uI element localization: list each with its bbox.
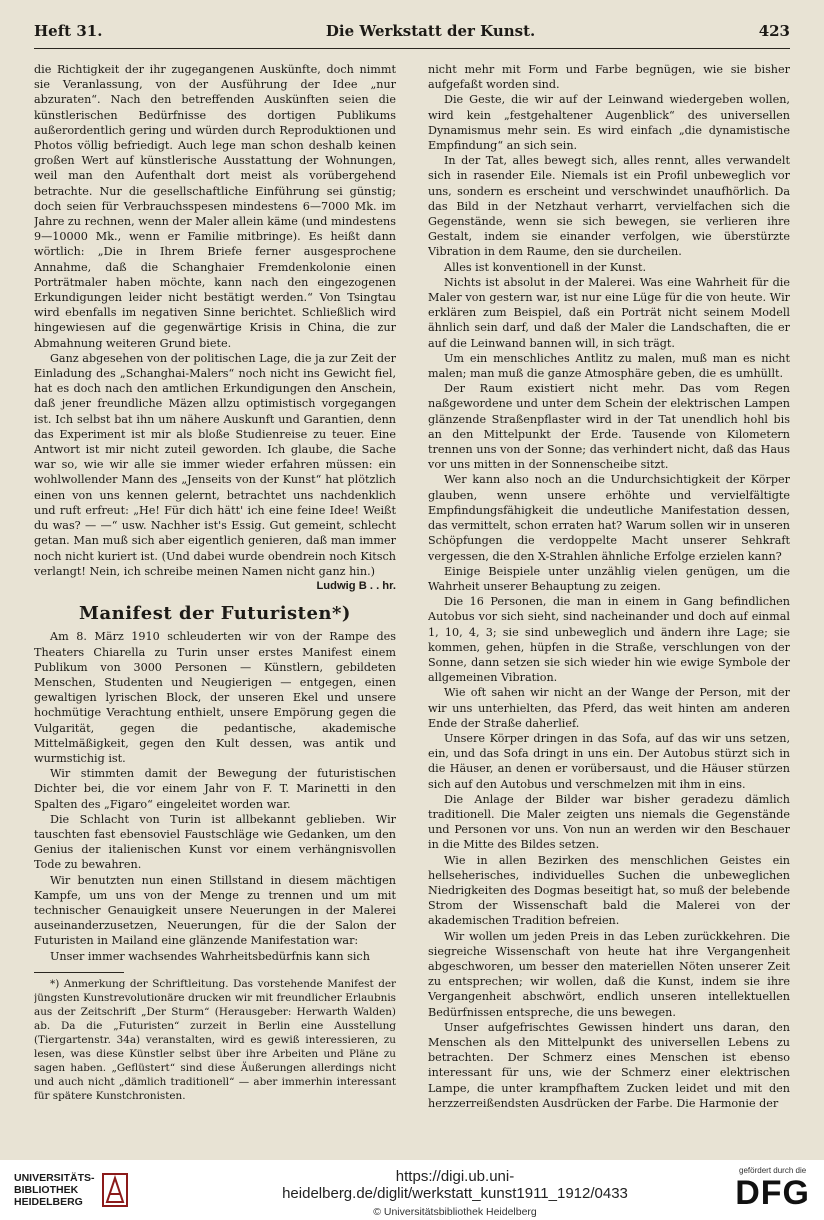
paragraph: Unsere Körper dringen in das Sofa, auf das wir uns setzen, ein, und das Sofa dringt in uns ein. Der Autobus stürzt sich in die Häuser, an denen er vorübersaust, und die Häuser stürzen sich auf den Autobus und verschmelzen mit ihm in eins. [428, 731, 790, 791]
dfg-logo: DFG [735, 1174, 810, 1212]
viewer-footer [0, 1160, 824, 1220]
paragraph: Der Raum existiert nicht mehr. Das vom Regen naßgewordene und unter dem Schein der elektrischen Lampen glänzende Straßenpflaster wird in der Tat unendlich hohl bis an den Mittelpunkt der Erde. Tausende von Kilometern trennen uns von der Sonne; das verhindert nicht, daß das Haus vor uns mitten in der Sonnenscheibe sitzt. [428, 382, 790, 472]
paragraph: Die 16 Personen, die man in einem in Gang befindlichen Autobus vor sich sieht, sind nacheinander und doch auf einmal 1, 10, 4, 3; sie sind unbeweglich und ändern ihre Lage; sie kommen, gehen, hüpfen in die Straße, verschlungen von der Sonne, dann setzen sie sich wieder hin wie ewige Symbole der allgemeinen Vibration. [428, 595, 790, 685]
footnote-text: *) Anmerkung der Schriftleitung. Das vorstehende Manifest der jüngsten Kunstrevolutionäre drucken wir mit freundlicher Erlaubnis aus der Zeitschrift „Der Sturm“ (Herausgeber: Herwarth Walden) ab. Da die „Futuristen“ zurzeit in Berlin eine Ausstellung (Tiergartenstr. 34a) veranstalten, wird es gewiß interessieren, zu lesen, was diese Künstler selbst über ihre Arbeiten und Pläne zu sagen haben. „Geflüstert“ sind diese Äußerungen allerdings nicht und auch nicht „dämlich traditionell“ — aber immerhin interessant für spätere Kunstchronisten. [34, 977, 396, 1102]
library-logo[interactable] [14, 1172, 129, 1208]
paragraph: Die Schlacht von Turin ist allbekannt geblieben. Wir tauschten fast ebensoviel Faustschläge wie Gedanken, um den Genius der italienischen Kunst vor einem verhängnisvollen Tode zu bewahren. [34, 812, 396, 872]
paragraph: die Richtigkeit der ihr zugegangenen Auskünfte, doch nimmt sie Veranlassung, von der Ausführung der Idee „nur abzuraten“. Nach den betreffenden Auskünften seien die künstlerischen Bedürfnisse des dortigen Publikums außerordentlich gering und würden durch Reproduktionen und Photos völlig befriedigt. Auch lege man schon deshalb keinen großen Wert auf künstlerische Ausstattung der Wohnungen, weil man den Aufenthalt dort meist als vorübergehend betrachte. Nur die gesellschaftliche Einführung sei günstig; doch seien für Verbrauchsspesen mindestens 6—7000 Mk. im Jahre zu rechnen, wenn der Maler allein käme (und mindestens 9—10000 Mk., wenn er Familie mitbringe). Es heißt dann wörtlich: „Die in Ihrem Briefe ferner ausgesprochene Annahme, daß die Schanghaier Fremdenkolonie einen Porträtmaler haben möchte, kann nach den eingezogenen Erkundigungen leider nicht bestätigt werden.“ Von Tsingtau wird ebenfalls im negativen Sinne berichtet. Schließlich wird hingewiesen auf die gegenwärtige Krisis in China, die zur Abmahnung weiteren Grund biete. [34, 63, 396, 350]
copyright-notice: © Universitätsbibliothek Heidelberg [373, 1206, 537, 1218]
paragraph: Wir benutzten nun einen Stillstand in diesem mächtigen Kampfe, um uns von der Menge zu trennen und um mit technischer Genauigkeit unsere Neuerungen in der Malerei auseinanderzusetzen, Neuerungen, für die der Salon der Futuristen in Mailand eine glänzende Manifestation war: [34, 873, 396, 948]
library-seal-icon [101, 1172, 129, 1208]
journal-title: Die Werkstatt der Kunst. [325, 22, 536, 40]
paragraph: nicht mehr mit Form und Farbe begnügen, wie sie bisher aufgefaßt worden sind. [428, 63, 790, 92]
paragraph: Alles ist konventionell in der Kunst. [444, 260, 647, 274]
left-column [34, 62, 396, 1142]
library-name: UNIVERSITÄTS- BIBLIOTHEK HEIDELBERG [14, 1172, 95, 1208]
paragraph: Nichts ist absolut in der Malerei. Was eine Wahrheit für die Maler von gestern war, ist nur eine Lüge für die von heute. Wir erklären zum Beispiel, daß ein Porträt nicht seinem Modell ähnlich sein darf, und daß der Maler die Landschaften, die er auf die Leinwand bannen will, in sich trägt. [428, 275, 790, 350]
paragraph: Einige Beispiele unter unzählig vielen genügen, um die Wahrheit unserer Behauptung zu zeigen. [428, 564, 790, 593]
paragraph: Unser immer wachsendes Wahrheitsbedürfnis kann sich [50, 949, 370, 963]
page-number: 423 [758, 22, 790, 40]
paragraph: Wir wollen um jeden Preis in das Leben zurückkehren. Die siegreiche Wissenschaft von heute hat ihre Vergangenheit abgeschworen, um besser den materiellen Nöten unserer Zeit zu entsprechen; wir wollen, daß die Kunst, indem sie ihre Vergangenheit abschwört, endlich unseren intellektuellen Bedürfnissen entspreche, die uns bewegen. [428, 929, 790, 1019]
paragraph: Um ein menschliches Antlitz zu malen, muß man es nicht malen; man muß die ganze Atmosphäre geben, die es umhüllt. [428, 351, 790, 381]
paragraph: Unser aufgefrischtes Gewissen hindert uns daran, den Menschen als den Mittelpunkt des universellen Lebens zu betrachten. Der Schmerz eines Menschen ist ebenso interessant für uns, wie der Schmerz einer elektrischen Lampe, die unter krampfhaftem Zucken leidet und mit den herzzerreißendsten Ausdrücken der Farbe. Die Harmonie der [428, 1020, 790, 1110]
footnote [34, 972, 396, 1103]
funding-note: gefördert durch die [739, 1166, 807, 1175]
footnote-rule [34, 972, 124, 973]
permalink-url[interactable]: https://digi.ub.uni-heidelberg.de/diglit/werkstatt_kunst1911_1912/0433 [282, 1168, 628, 1202]
running-header [34, 22, 790, 49]
paragraph: Wie in allen Bezirken des menschlichen Geistes ein hellseherisches, individuelles Suchen die unbeweglichen Niedrigkeiten des Dogmas beseitigt hat, so muß der belebende Strom der Wissenschaft bald die Malerei von der akademischen Tradition befreien. [428, 853, 790, 928]
paragraph: Wer kann also noch an die Undurchsichtigkeit der Körper glauben, wenn unsere erhöhte und vervielfältigte Empfindungsfähigkeit die undeutliche Manifestation dessen, das vermittelt, schon erraten hat? Warum sollen wir in unseren Schöpfungen die verdoppelte Macht unserer Sehkraft vergessen, die den X-Strahlen ähnliche Erfolge erzielen kann? [428, 473, 790, 563]
funder-logo-block[interactable] [735, 1166, 810, 1211]
paragraph: Wie oft sahen wir nicht an der Wange der Person, mit der wir uns unterhielten, das Pferd, das weit hinten am anderen Ende der Straße daherlief. [428, 686, 790, 730]
author-signature: Ludwig B . . hr. [316, 579, 396, 592]
issue-label: Heft 31. [34, 22, 103, 40]
paragraph: Die Geste, die wir auf der Leinwand wiedergeben wollen, wird kein „festgehaltener Augenblick“ des universellen Dynamismus mehr sein. Es wird einfach „die dynamistische Empfindung“ an sich sein. [428, 93, 790, 153]
paragraph: Ganz abgesehen von der politischen Lage, die ja zur Zeit der Einladung des „Schanghai-Malers“ noch nicht ins Gewicht fiel, hat es doch nach den amtlichen Erkundigungen den Anschein, daß jener freundliche Mäzen allzu optimistisch vorgegangen ist. Ich selbst bat ihn um nähere Auskunft und Garantien, denn das Experiment ist mir als bloße Studienreise zu teuer. Eine Antwort ist mir nicht zuteil geworden. Ich glaube, die Sache war so, wie wir alle sie immer wieder erfahren müssen: ein wohlwollender Mann des „Jenseits von der Kunst“ hat plötzlich einen von uns kennen gelernt, betrachtet uns nachdenklich und ruft erfreut: „He! Für dich hätt' ich eine feine Idee! Weißt du was? — —“ usw. Nachher ist's Essig. Gut gemeint, schlecht getan. Man muß sich aber eigentlich genieren, daß man immer noch nicht kuriert ist. (Und dabei wurde obendrein noch Kitsch verlangt! Nein, ich schreibe meinen Namen nicht ganz hin.) [34, 351, 396, 578]
right-column [428, 62, 790, 1142]
paragraph: Die Anlage der Bilder war bisher geradezu dämlich traditionell. Die Maler zeigten uns niemals die Gegenstände und Personen vor uns. Von nun an werden wir den Beschauer in die Mitte des Bildes setzen. [428, 792, 790, 852]
paragraph: Am 8. März 1910 schleuderten wir von der Rampe des Theaters Chiarella zu Turin unser erstes Manifest einem Publikum von 3000 Personen — Künstlern, gebildeten Menschen, Studenten und Neugierigen — entgegen, einen gewaltigen lyrischen Block, der unseren Ekel und unsere hochmütige Verachtung enthielt, unsere Empörung gegen die Vulgarität, gegen die pedantische, akademische Mittelmäßigkeit, gegen den Kult dessen, was antik und wurmstichig ist. [34, 630, 396, 765]
citation-block [240, 1168, 670, 1218]
article-title: Manifest der Futuristen*) [79, 603, 351, 625]
paragraph: In der Tat, alles bewegt sich, alles rennt, alles verwandelt sich in rasender Eile. Niemals ist ein Profil unbeweglich vor uns, sondern es erscheint und verschwindet unaufhörlich. Da das Bild in der Netzhaut verharrt, vervielfachen sich die Gegenstände, wenn sie sich bewegen, sie verlieren ihre Gestalt, indem sie einander verfolgen, wie überstürzte Vibration in dem Raume, den sie durcheilen. [428, 154, 790, 259]
paragraph: Wir stimmten damit der Bewegung der futuristischen Dichter bei, die vor einem Jahr von F. T. Marinetti in den Spalten des „Figaro“ eingeleitet worden war. [34, 767, 396, 811]
